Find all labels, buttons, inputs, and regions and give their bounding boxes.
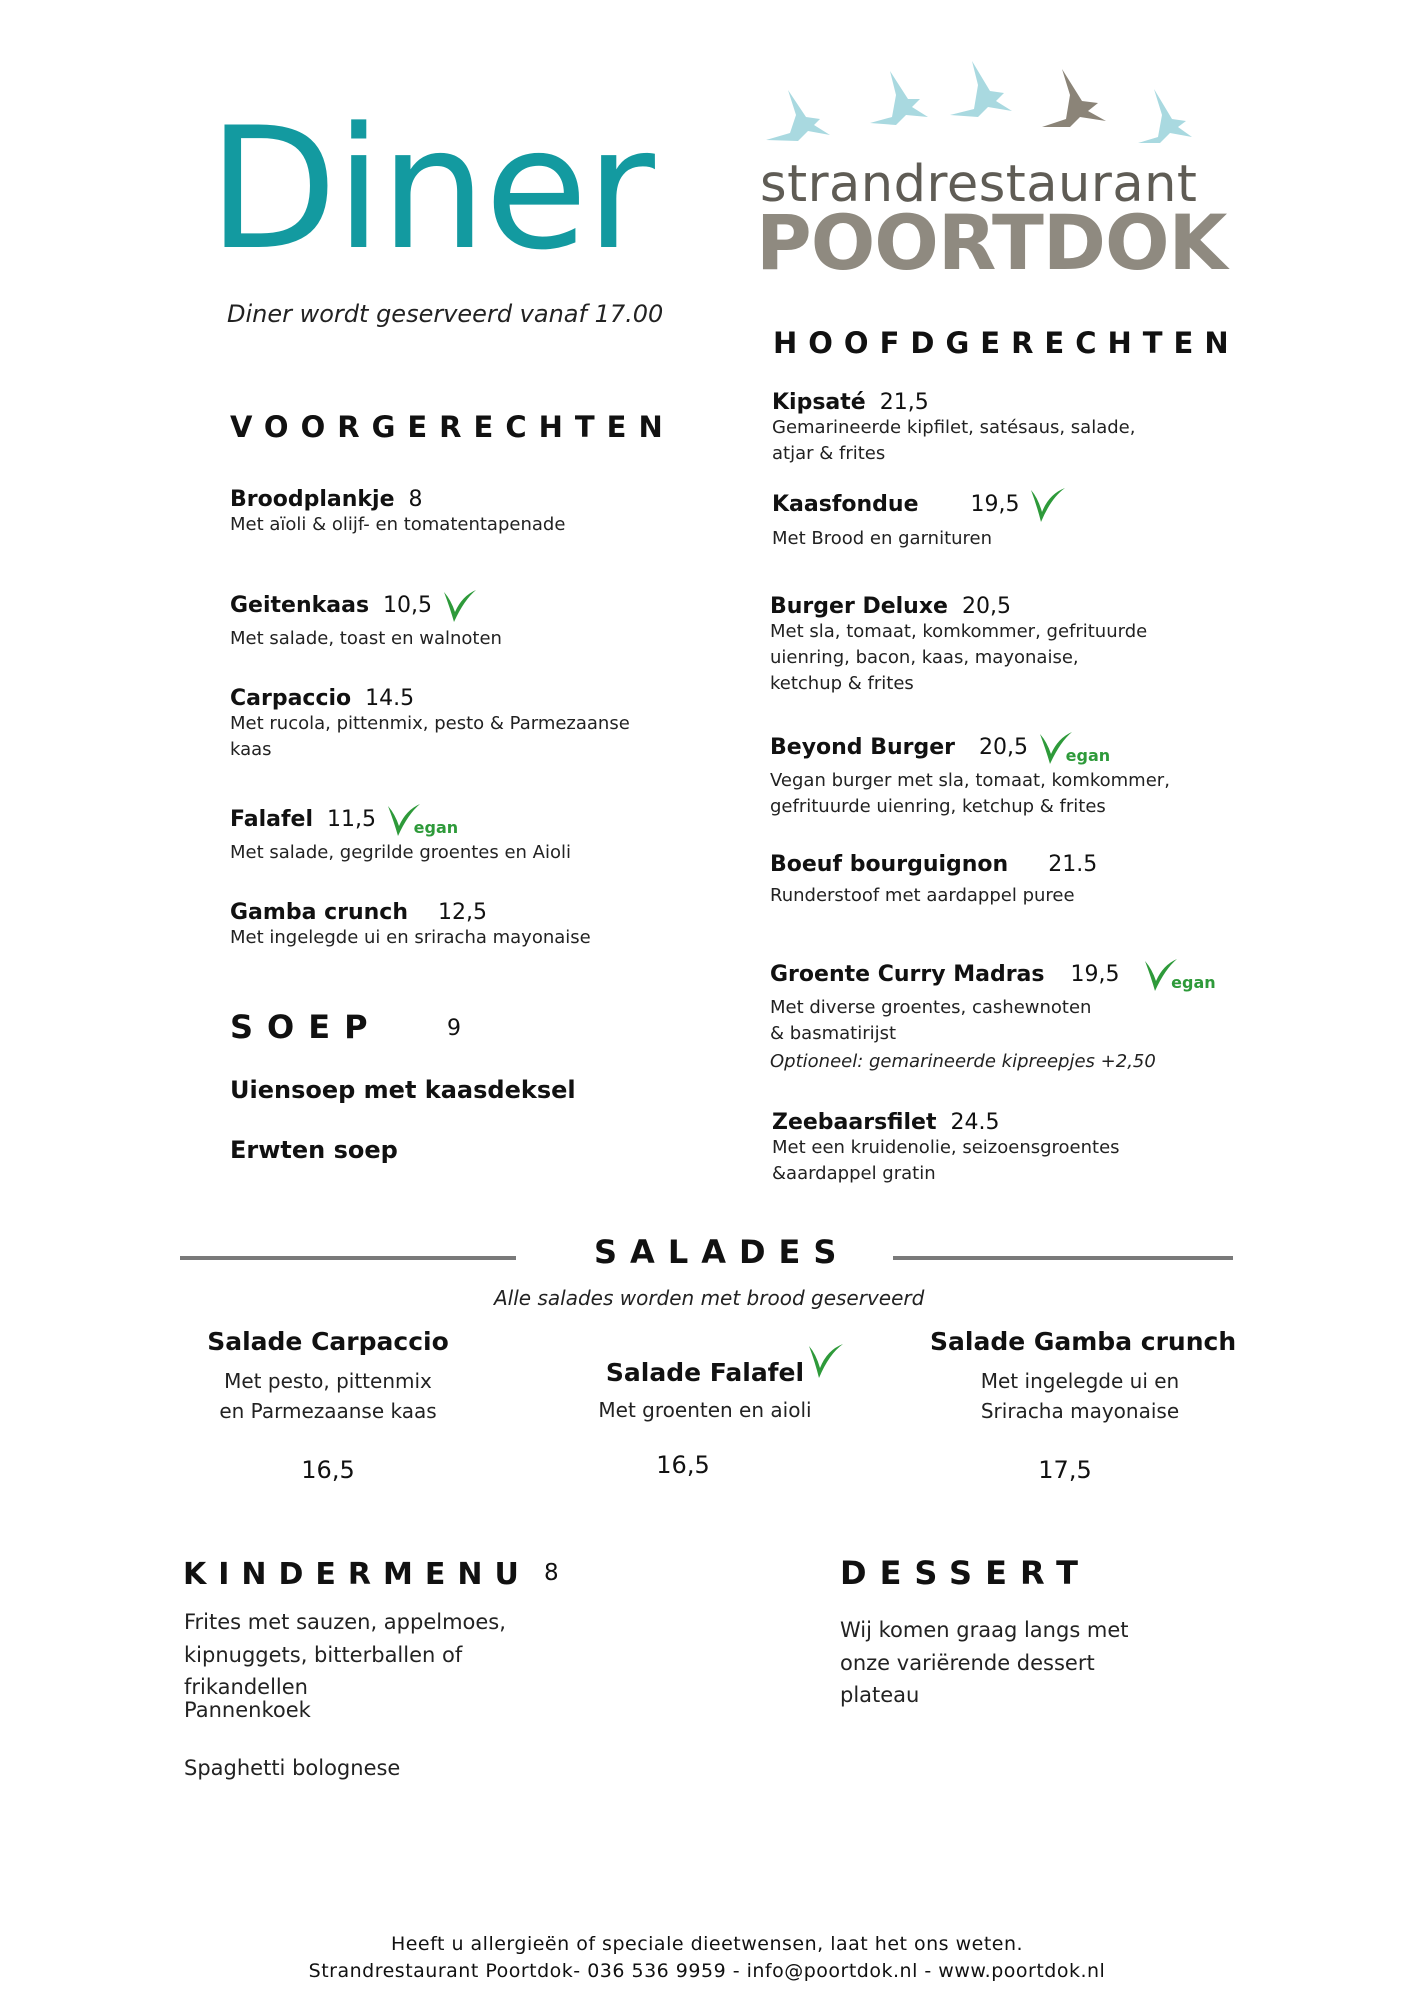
salad-item-gamba-crunch: [930, 1327, 1237, 1484]
section-soep-heading: SOEP: [230, 1008, 382, 1046]
dish-description: Gemarineerde kipfilet, satésaus, salade, atjar & frites: [772, 417, 1136, 465]
divider-right: [893, 1256, 1233, 1260]
vegan-icon: egan: [1141, 955, 1221, 995]
soep-item-uiensoep: Uiensoep met kaasdeksel: [230, 1076, 576, 1104]
salad-name: Salade Gamba crunch: [930, 1327, 1237, 1356]
section-voorgerechten-heading: VOORGERECHTEN: [230, 410, 675, 444]
logo-text-poortdok: POORTDOK: [756, 198, 1227, 287]
salad-description: Met ingelegde ui en Sriracha mayonaise: [980, 1369, 1180, 1423]
section-hoofdgerechten-heading: HOOFDGERECHTEN: [773, 326, 1240, 360]
menu-item-zeebaarsfilet: [772, 1110, 1132, 1187]
dish-price: 19,5: [970, 492, 1020, 517]
dish-name: Boeuf bourguignon: [770, 852, 1009, 877]
dish-description: Vegan burger met sla, tomaat, komkommer, gefrituurde uienring, ketchup & frites: [770, 770, 1170, 818]
section-dessert-heading: DESSERT: [840, 1554, 1091, 1592]
menu-item-boeuf-bourguignon: [770, 852, 1190, 909]
dish-name: Falafel: [230, 807, 314, 832]
section-kindermenu-heading: KINDERMENU: [183, 1557, 531, 1592]
divider-left: [180, 1256, 516, 1260]
dish-price: 11,5: [327, 807, 376, 832]
dish-price: 8: [408, 487, 423, 512]
salades-subtitle: Alle salades worden met brood geserveerd: [494, 1286, 925, 1310]
dish-description: Met een kruidenolie, seizoensgroentes &aardappel gratin: [772, 1137, 1120, 1185]
dish-optional-note: Optioneel: gemarineerde kipreepjes +2,50: [770, 1051, 1156, 1073]
dish-name: Geitenkaas: [230, 593, 370, 618]
salad-name: Salade Falafel: [605, 1358, 805, 1387]
menu-item-falafel: [230, 800, 670, 866]
dish-name: Carpaccio: [230, 686, 352, 711]
soep-price: 9: [447, 1016, 461, 1041]
soep-item-erwtensoep: Erwten soep: [230, 1136, 398, 1164]
salad-item-carpaccio: [178, 1327, 478, 1484]
salad-price: 16,5: [656, 1451, 710, 1479]
dish-description: Runderstoof met aardappel puree: [770, 885, 1075, 906]
vegan-icon: egan: [384, 800, 464, 840]
dish-description: Met sla, tomaat, komkommer, gefrituurde uienring, bacon, kaas, mayonaise, ketchup & frites: [770, 621, 1148, 695]
kindermenu-item-spaghetti: Spaghetti bolognese: [184, 1756, 401, 1780]
menu-item-broodplankje: [230, 487, 670, 538]
dish-description: Met rucola, pittenmix, pesto & Parmezaanse kaas: [230, 713, 630, 761]
birds-logo-icon: [760, 55, 1200, 155]
salad-price: 17,5: [1038, 1456, 1092, 1484]
section-salades-heading: SALADES: [594, 1233, 850, 1271]
dish-price: 20,5: [961, 594, 1011, 619]
kindermenu-price: 8: [544, 1560, 559, 1586]
menu-item-groente-curry-madras: [770, 955, 1220, 1072]
salad-name: Salade Carpaccio: [207, 1327, 449, 1356]
menu-item-burger-deluxe: [770, 594, 1150, 697]
dish-price: 20,5: [979, 735, 1028, 760]
dish-name: Kipsaté: [772, 390, 866, 415]
dessert-description: Wij komen graag langs met onze variërende dessert plateau: [840, 1618, 1129, 1708]
dish-description: Met salade, toast en walnoten: [230, 628, 502, 649]
menu-item-gamba-crunch: [230, 900, 670, 951]
dish-name: Beyond Burger: [770, 735, 956, 760]
menu-item-geitenkaas: [230, 586, 670, 652]
logo-text-strandrestaurant: strandrestaurant: [760, 155, 1198, 214]
dish-name: Zeebaarsfilet: [772, 1110, 937, 1135]
vegan-icon: egan: [1036, 728, 1116, 768]
dish-name: Kaasfondue: [772, 492, 919, 517]
dish-description: Met salade, gegrilde groentes en Aioli: [230, 842, 572, 863]
restaurant-logo: [756, 55, 1227, 287]
dish-name: Gamba crunch: [230, 900, 408, 925]
menu-item-beyond-burger: [770, 728, 1170, 820]
dish-name: Burger Deluxe: [770, 594, 948, 619]
dish-price: 21,5: [879, 390, 929, 415]
dish-price: 24.5: [950, 1110, 1000, 1135]
dish-description: Met diverse groentes, cashewnoten & basmatirijst: [770, 997, 1092, 1045]
vegetarian-leaf-icon: [1027, 484, 1067, 526]
dish-price: 19,5: [1070, 962, 1120, 987]
dish-description: Met aïoli & olijf- en tomatentapenade: [230, 514, 566, 535]
dish-price: 12,5: [438, 900, 487, 925]
dish-description: Met Brood en garnituren: [772, 528, 993, 549]
salad-description: Met pesto, pittenmix en Parmezaanse kaas: [219, 1369, 437, 1423]
dish-name: Groente Curry Madras: [770, 962, 1045, 987]
serving-time-note: Diner wordt geserveerd vanaf 17.00: [227, 300, 664, 328]
salad-description: Met groenten en aioli: [598, 1398, 812, 1422]
footer-allergy-note: Heeft u allergieën of speciale dieetwensen, laat het ons weten.: [390, 1933, 1024, 1955]
vegetarian-leaf-icon: [805, 1340, 845, 1382]
menu-item-kaasfondue: [772, 484, 1192, 552]
menu-item-kipsate: [772, 390, 1162, 467]
vegetarian-leaf-icon: [440, 586, 478, 626]
kindermenu-item-pannenkoek: Pannenkoek: [184, 1698, 311, 1722]
footer-contact: Strandrestaurant Poortdok- 036 536 9959 - info@poortdok.nl - www.poortdok.nl: [308, 1960, 1106, 1982]
salad-item-falafel: [545, 1358, 865, 1479]
dish-price: 21.5: [1048, 852, 1098, 877]
page-title: Diner: [208, 91, 653, 287]
salad-price: 16,5: [301, 1456, 355, 1484]
dish-description: Met ingelegde ui en sriracha mayonaise: [230, 927, 591, 948]
dish-price: 10,5: [383, 593, 433, 618]
dish-price: 14.5: [365, 686, 415, 711]
kindermenu-item-frites: Frites met sauzen, appelmoes, kipnuggets, bitterballen of frikandellen: [184, 1610, 506, 1700]
menu-item-carpaccio: [230, 686, 630, 763]
dish-name: Broodplankje: [230, 487, 395, 512]
